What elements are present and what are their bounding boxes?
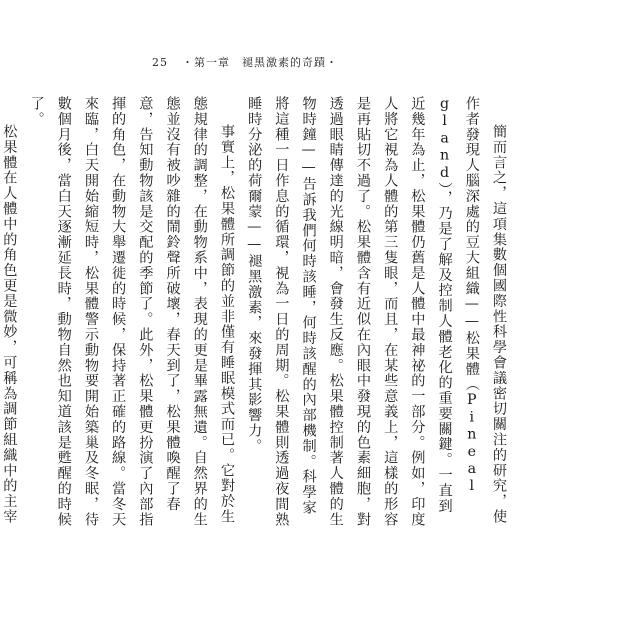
- paragraph: 事實上，松果體所調節的並非僅有睡眠模式而已。它對於生態規律的調整，在動物系中，表現的更是畢露無遺。自然界的生態並沒有被吵雜的鬧鈴聲所破壞，春天到了，松果體喚醒了春意，告知動物該是交配的季節了。此外，松果體更扮演了內部指揮的角色，在動物大舉遷徙的時候，保持著正確的路線。當冬天來臨，白天開始縮短時，松果體警示動物要開始築巢及冬眠，待數個月後，當白天逐漸延長時，動物自然也知道該是甦醒的時候了。: [28, 96, 235, 528]
- body-text: [1, 96, 512, 528]
- page-number: 25: [152, 55, 168, 69]
- chapter-title: ・第一章 褪黑激素的奇蹟・: [182, 56, 338, 69]
- paragraph: 簡而言之，這項集數個國際性科學會議密切關注的研究，使作者發現人腦深處的豆大組織——松果體（Pineal gland），乃是了解及控制人體老化的重要關鍵。一直到近幾年為止，松果體仍舊是人體中最神祕的一部分。例如，印度人將它視為人體的第三隻眼，而且，在某些意義上，這樣的形容是再貼切不過了。松果體含有近似在內眼中發現的色素細胞，對透過眼睛傳達的光線明暗，會發生反應。松果體控制著人體的生物時鐘——告訴我們何時該睡，何時該醒的內部機制。科學家將這種一日作息的循環，視為一日的周期。松果體則透過夜間熟睡時分泌的荷爾蒙——褪黑激素，來發揮其影響力。: [246, 96, 507, 528]
- paragraph: 松果體在人體中的角色更是微妙，可稱為調節組織中的主宰: [1, 124, 18, 525]
- running-head: [152, 54, 338, 70]
